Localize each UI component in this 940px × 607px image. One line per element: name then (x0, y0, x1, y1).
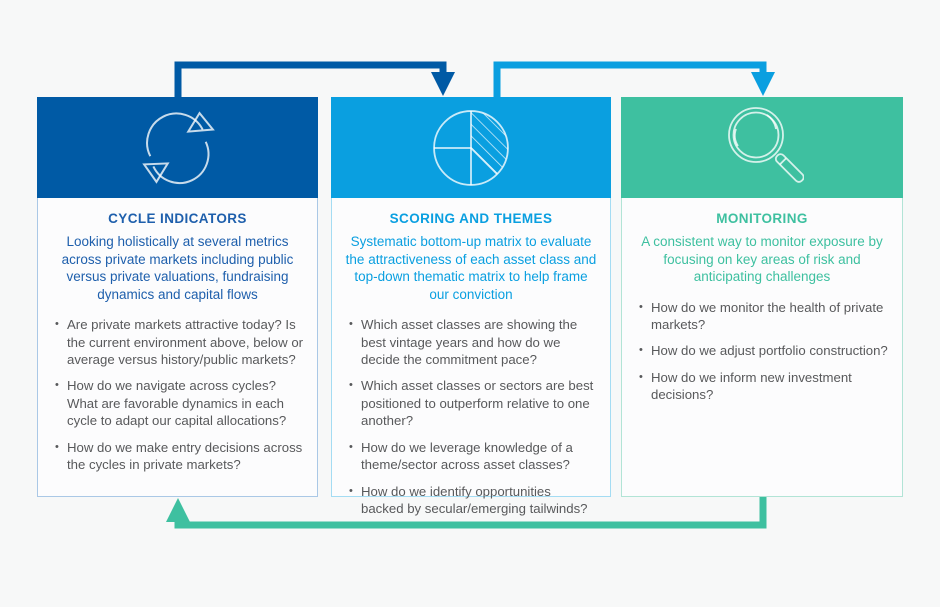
bullet-item: • How do we leverage knowledge of a theme/sector across asset classes? (349, 439, 597, 474)
arrow-cycle-to-scoring (178, 65, 455, 97)
arrow-scoring-to-monitoring (497, 65, 775, 97)
bullet-item: • How do we inform new investment decisions? (639, 369, 889, 404)
card-title: MONITORING (716, 211, 808, 226)
card-monitoring-body (621, 198, 903, 497)
card-subtitle: A consistent way to monitor exposure by focusing on key areas of risk and anticipating challenges (641, 234, 883, 285)
bullet-list (345, 316, 597, 517)
bullet-item: • How do we monitor the health of private markets? (639, 299, 889, 334)
pie-chart-icon (431, 108, 511, 188)
card-monitoring (621, 97, 903, 497)
bullet-item: • Which asset classes or sectors are best positioned to outperform relative to one another? (349, 377, 597, 429)
bullet-item: • How do we adjust portfolio construction? (639, 342, 889, 359)
card-scoring-and-themes (331, 97, 611, 516)
cycle-arrows-icon (139, 109, 217, 187)
card-cycle-header (37, 97, 318, 198)
card-cycle-body (37, 198, 318, 497)
card-monitoring-header (621, 97, 903, 198)
magnifier-icon (720, 102, 804, 194)
bullet-item: • Which asset classes are showing the best vintage years and how do we decide the commitment pace? (349, 316, 597, 368)
card-cycle-indicators (37, 97, 318, 497)
bullet-item: • Are private markets attractive today? Is the current environment above, below or average versus history/public markets? (55, 316, 304, 368)
card-subtitle: Looking holistically at several metrics across private markets including public versus private valuations, fundraising dynamics and capital flows (61, 234, 294, 302)
bullet-item: • How do we navigate across cycles? What are favorable dynamics in each cycle to adapt our capital allocations? (55, 377, 304, 429)
card-title: SCORING AND THEMES (389, 211, 553, 226)
bullet-item: • How do we identify opportunities backed by secular/emerging tailwinds? (349, 483, 597, 518)
bullet-item: • How do we make entry decisions across the cycles in private markets? (55, 439, 304, 474)
card-title: CYCLE INDICATORS (108, 211, 247, 226)
bullet-list (51, 316, 304, 473)
card-scoring-header (331, 97, 611, 198)
card-subtitle: Systematic bottom-up matrix to evaluate the attractiveness of each asset class and top-down thematic matrix to help frame our conviction (345, 234, 597, 302)
card-scoring-body (331, 198, 611, 516)
bullet-list (635, 299, 889, 404)
